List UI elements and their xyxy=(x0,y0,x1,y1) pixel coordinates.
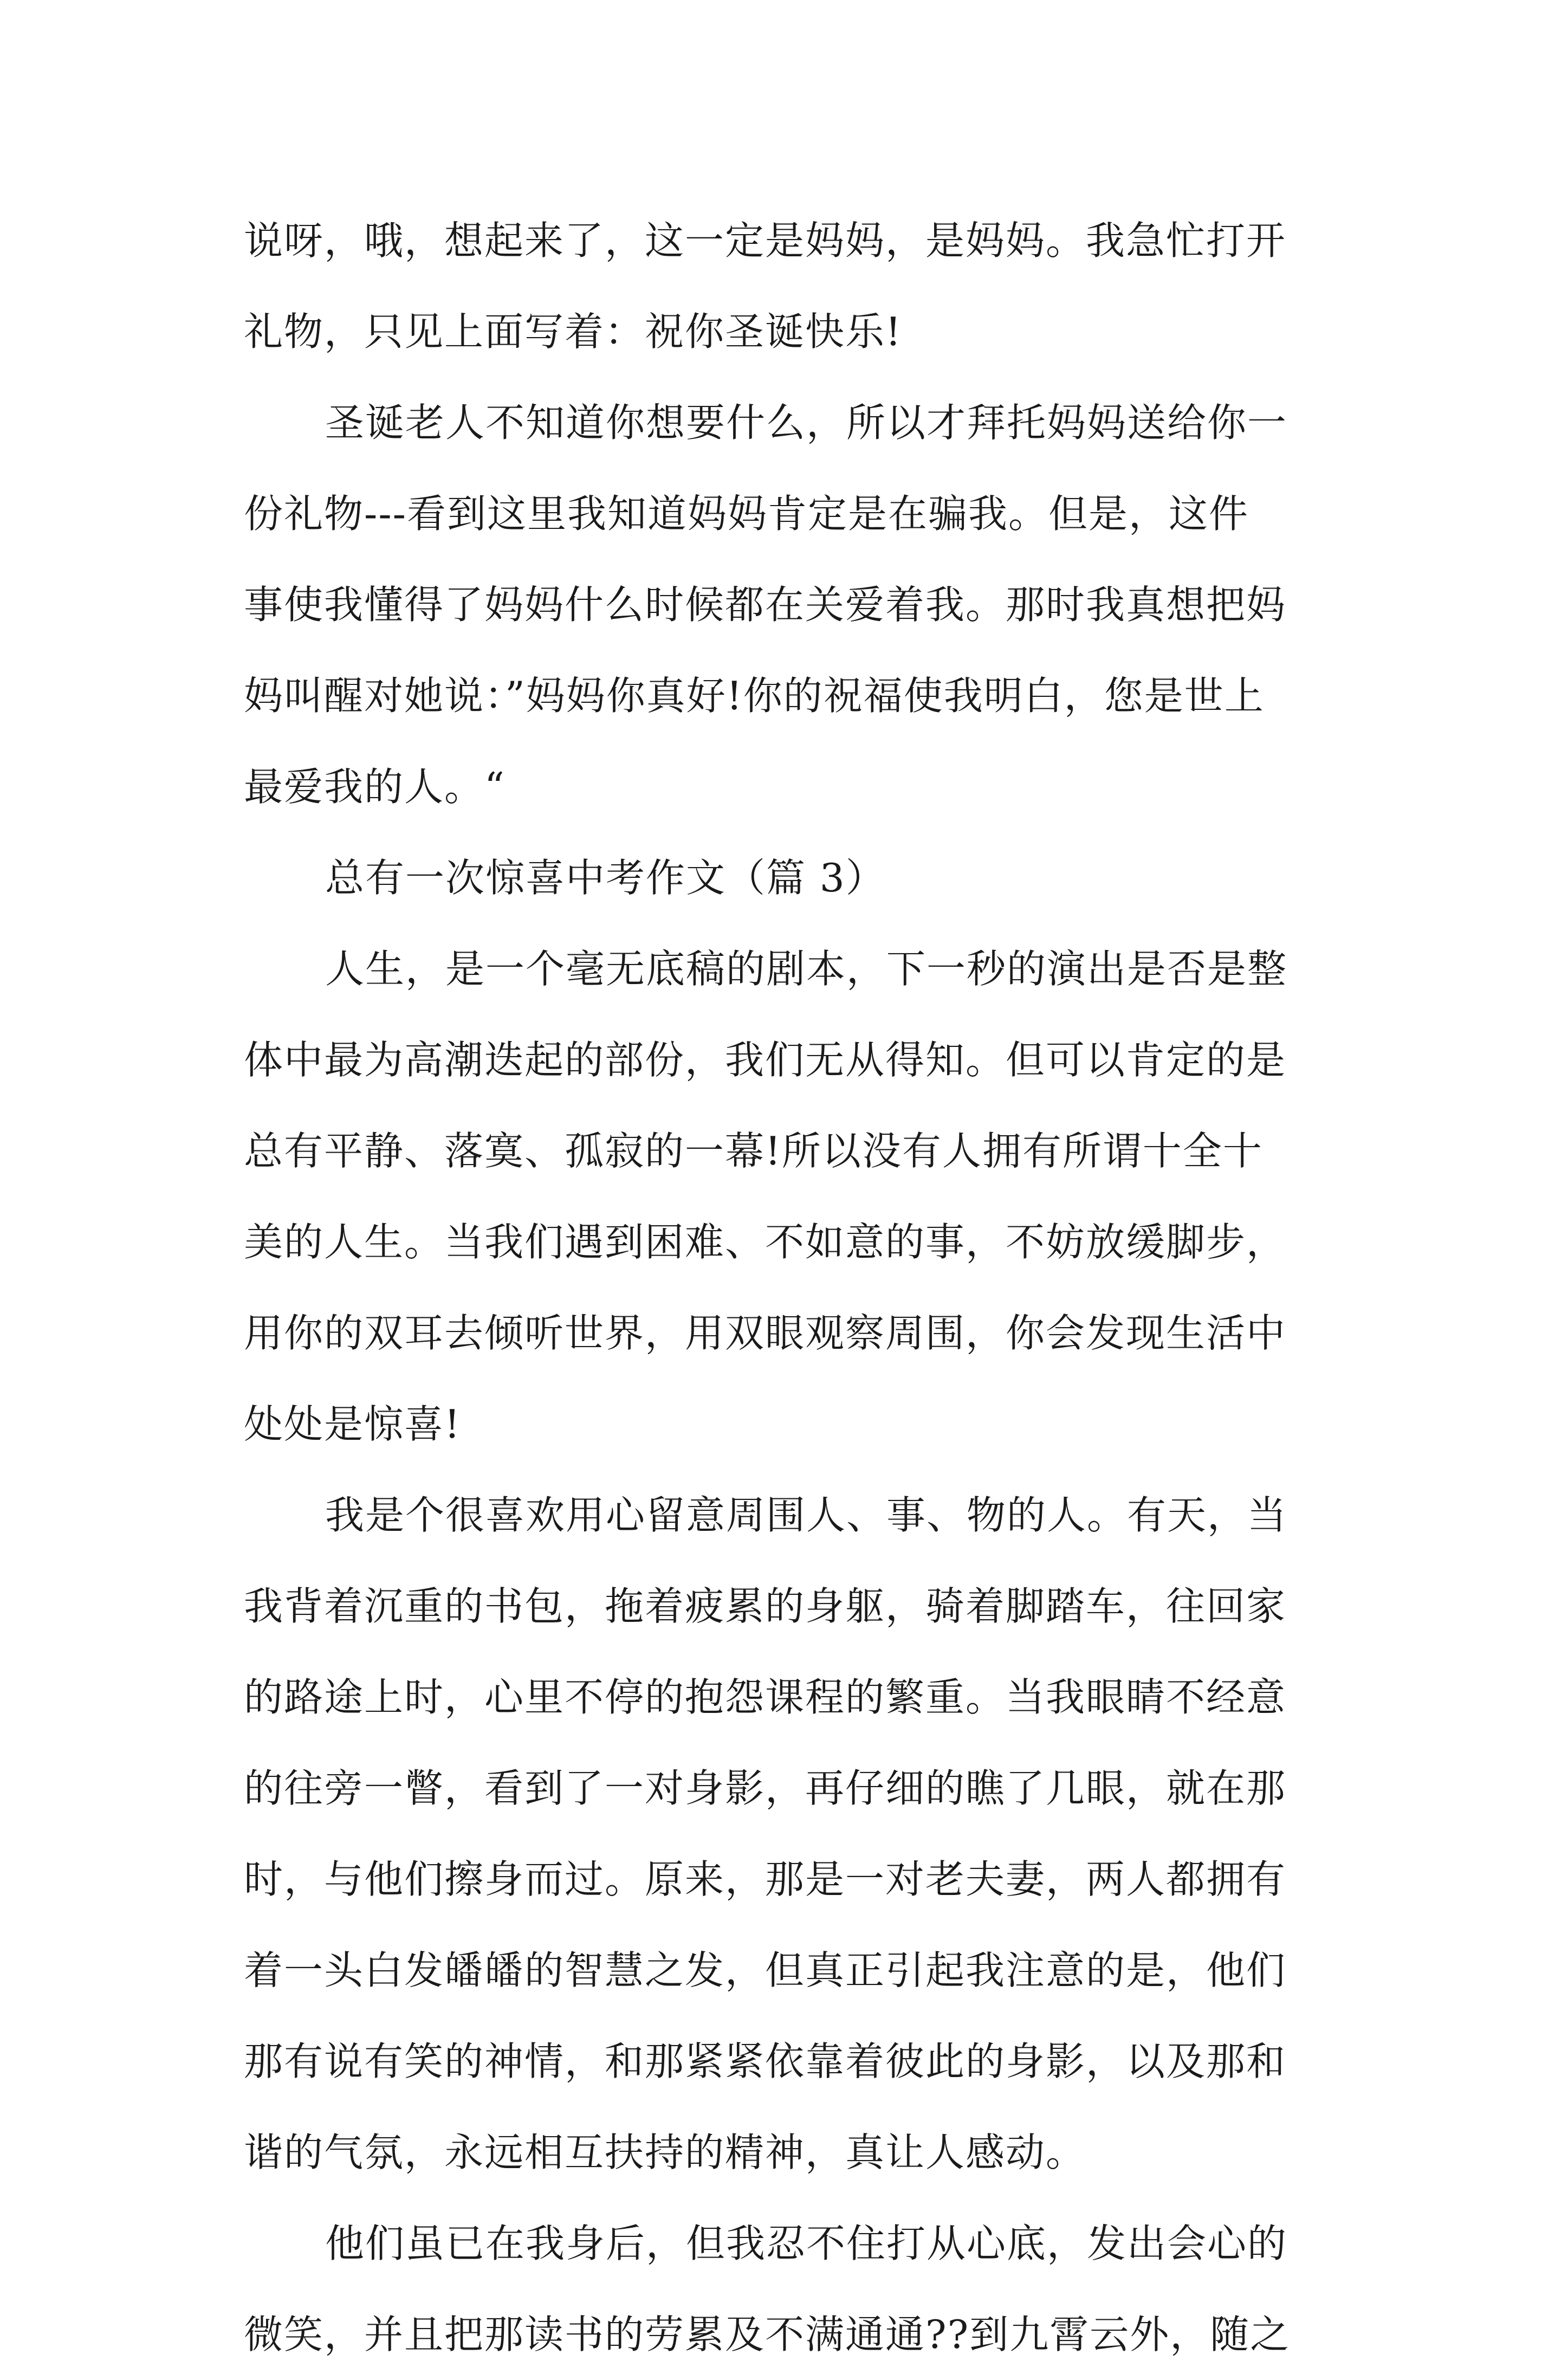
text-line: 最爱我的人。“ xyxy=(244,764,506,810)
text-line: 的路途上时，心里不停的抱怨课程的繁重。当我眼睛不经意 xyxy=(244,1674,1287,1720)
text-line: 人生，是一个毫无底稿的剧本，下一秒的演出是否是整 xyxy=(325,946,1288,992)
section-heading: 总有一次惊喜中考作文（篇 3） xyxy=(325,855,886,901)
text-line: 我是个很喜欢用心留意周围人、事、物的人。有天，当 xyxy=(325,1492,1288,1538)
text-line: 美的人生。当我们遇到困难、不如意的事，不妨放缓脚步， xyxy=(244,1219,1287,1265)
text-line: 谐的气氛，永远相互扶持的精神，真让人感动。 xyxy=(244,2130,1086,2175)
text-line: 妈叫醒对她说：”妈妈你真好!你的祝福使我明白，您是世上 xyxy=(244,673,1265,719)
text-line: 说呀，哦，想起来了，这一定是妈妈，是妈妈。我急忙打开 xyxy=(244,218,1287,263)
document-body xyxy=(244,195,1338,2380)
text-line: 的往旁一瞥，看到了一对身影，再仔细的瞧了几眼，就在那 xyxy=(244,1765,1287,1811)
text-line: 事使我懂得了妈妈什么时候都在关爱着我。那时我真想把妈 xyxy=(244,582,1287,628)
text-line: 我背着沉重的书包，拖着疲累的身躯，骑着脚踏车，往回家 xyxy=(244,1583,1287,1629)
text-line: 用你的双耳去倾听世界，用双眼观察周围，你会发现生活中 xyxy=(244,1310,1287,1356)
text-line: 体中最为高潮迭起的部份，我们无从得知。但可以肯定的是 xyxy=(244,1037,1287,1083)
text-line: 圣诞老人不知道你想要什么，所以才拜托妈妈送给你一 xyxy=(325,400,1288,445)
text-line: 着一头白发皤皤的智慧之发，但真正引起我注意的是，他们 xyxy=(244,1948,1287,1993)
text-line: 他们虽已在我身后，但我忍不住打从心底，发出会心的 xyxy=(325,2221,1288,2266)
text-line: 时，与他们擦身而过。原来，那是一对老夫妻，两人都拥有 xyxy=(244,1857,1287,1902)
text-line: 微笑，并且把那读书的劳累及不满通通??到九霄云外，随之 xyxy=(244,2312,1291,2357)
text-line: 礼物，只见上面写着：祝你圣诞快乐! xyxy=(244,309,902,354)
text-line: 处处是惊喜! xyxy=(244,1401,461,1447)
text-line: 那有说有笑的神情，和那紧紧依靠着彼此的身影，以及那和 xyxy=(244,2039,1287,2084)
text-line: 总有平静、落寞、孤寂的一幕!所以没有人拥有所谓十全十 xyxy=(244,1128,1263,1174)
text-line: 份礼物---看到这里我知道妈妈肯定是在骗我。但是，这件 xyxy=(244,491,1249,536)
